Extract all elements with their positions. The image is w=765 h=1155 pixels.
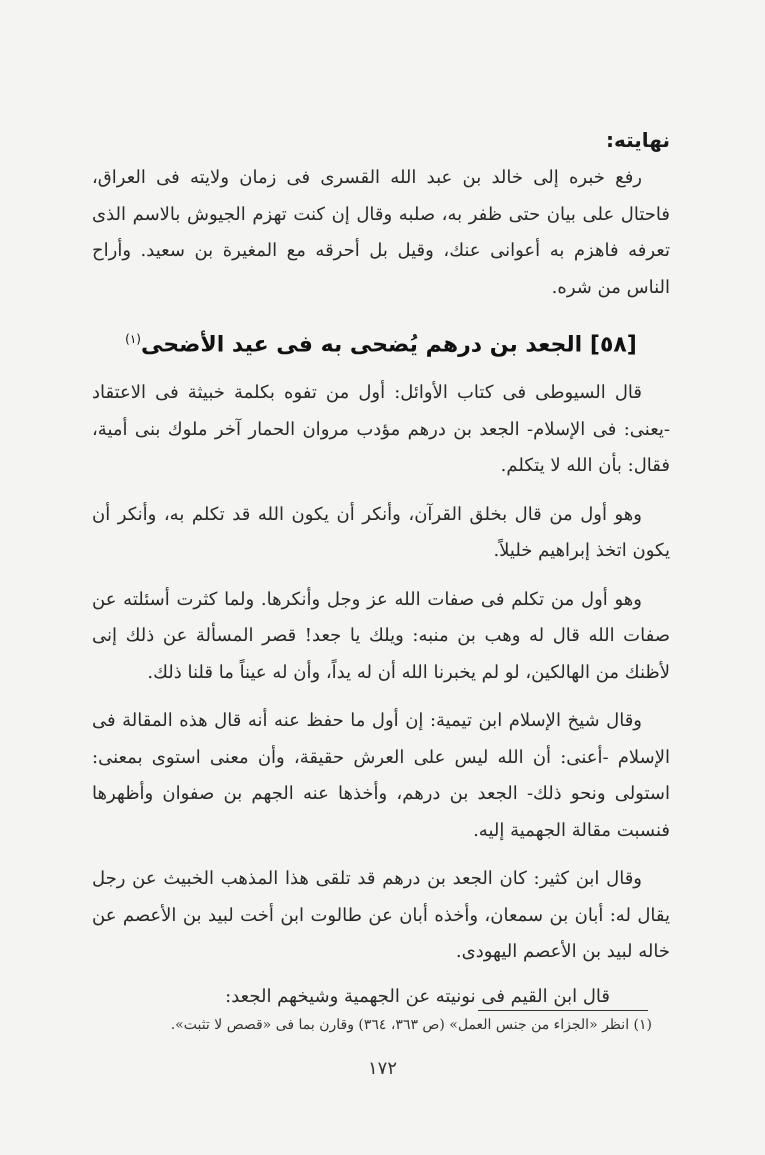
footnote-divider (478, 1010, 648, 1011)
page-body (92, 128, 670, 1015)
section-paragraph: رفع خبره إلى خالد بن عبد الله القسرى فى زمان ولايته فى العراق، فاحتال على بيان حتى ظفر به، صلبه وقال إن كنت تهزم الجيوش بالاسم الذى تعرفه فاهزم به أعوانى عنك، وقيل بل أحرقه مع المغيرة بن سعيد. وأراح الناس من شره. (92, 167, 670, 298)
paragraph-1: قال السيوطى فى كتاب الأوائل: أول من تفوه بكلمة خبيثة فى الاعتقاد -يعنى: فى الإسلام- الجعد بن درهم مؤدب مروان الحمار آخر ملوك بنى أمية، فقال: بأن الله لا يتكلم. (92, 382, 670, 477)
paragraph-2: وهو أول من قال بخلق القرآن، وأنكر أن يكون الله قد تكلم به، وأنكر أن يكون اتخذ إبراهيم خليلاً. (92, 503, 670, 562)
verse-intro: قال ابن القيم فى نونيته عن الجهمية وشيخهم الجعد: (225, 985, 610, 1007)
paragraph-3: وهو أول من تكلم فى صفات الله عز وجل وأنكرها. ولما كثرت أسئلته عن صفات الله قال له وهب بن منبه: ويلك يا جعد! قصر المسألة عن ذلك إنى لأظنك من الهالكين، لو لم يخبرنا الله أن له يداً، وأن له عيناً ما قلنا ذلك. (92, 588, 670, 683)
page-number: ١٧٢ (367, 1058, 397, 1079)
chapter-heading-text: [٥٨] الجعد بن درهم يُضحى به فى عيد الأضحى (140, 332, 637, 358)
footnote: (١) انظر «الجزاء من جنس العمل» (ص ٣٦٣، ٣٦٤) وقارن بما فى «قصص لا تثبت». (170, 1017, 652, 1033)
paragraph-5: وقال ابن كثير: كان الجعد بن درهم قد تلقى هذا المذهب الخبيث عن رجل يقال له: أبان بن سمعان، وأخذه أبان عن طالوت ابن أخت لبيد بن الأعصم عن خاله لبيد بن الأعصم اليهودى. (92, 868, 671, 963)
section-title: نهايته: (605, 128, 670, 152)
chapter-heading (92, 332, 670, 357)
paragraph-4: وقال شيخ الإسلام ابن تيمية: إن أول ما حفظ عنه أنه قال هذه المقالة فى الإسلام -أعنى: أن الله ليس على العرش حقيقة، وأن معنى استوى بمعنى: استولى ونحو ذلك- الجعد بن درهم، وأخذها عنه الجهم بن صفوان وأظهرها فنسبت مقالة الجهمية إليه. (92, 710, 670, 841)
footnote-marker: (١) (125, 332, 141, 346)
